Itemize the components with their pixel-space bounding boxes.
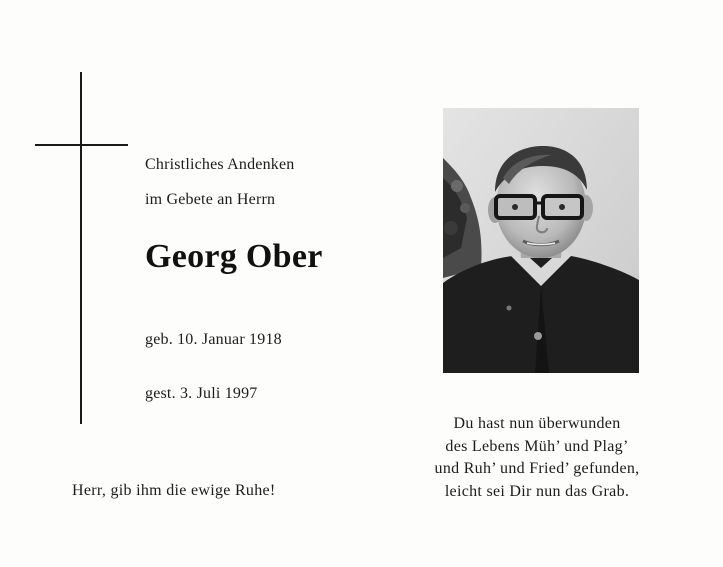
portrait-image bbox=[443, 108, 639, 373]
death-date: gest. 3. Juli 1997 bbox=[145, 385, 258, 402]
portrait-photo bbox=[443, 108, 639, 373]
birth-date: geb. 10. Januar 1918 bbox=[145, 331, 282, 348]
poem-verse bbox=[400, 413, 674, 503]
cross-horizontal-bar bbox=[35, 144, 128, 146]
poem-line-4: leicht sei Dir nun das Grab. bbox=[444, 482, 630, 500]
intro-line-1: Christliches Andenken bbox=[145, 156, 295, 173]
deceased-name: Georg Ober bbox=[145, 238, 323, 275]
closing-prayer: Herr, gib ihm die ewige Ruhe! bbox=[72, 482, 276, 499]
poem-line-2: des Lebens Müh’ und Plag’ bbox=[445, 437, 629, 455]
cross-vertical-bar bbox=[80, 72, 82, 424]
poem-line-3: und Ruh’ und Fried’ gefunden, bbox=[434, 460, 640, 477]
poem-line-1: Du hast nun überwunden bbox=[453, 415, 621, 432]
intro-line-2: im Gebete an Herrn bbox=[145, 191, 276, 208]
